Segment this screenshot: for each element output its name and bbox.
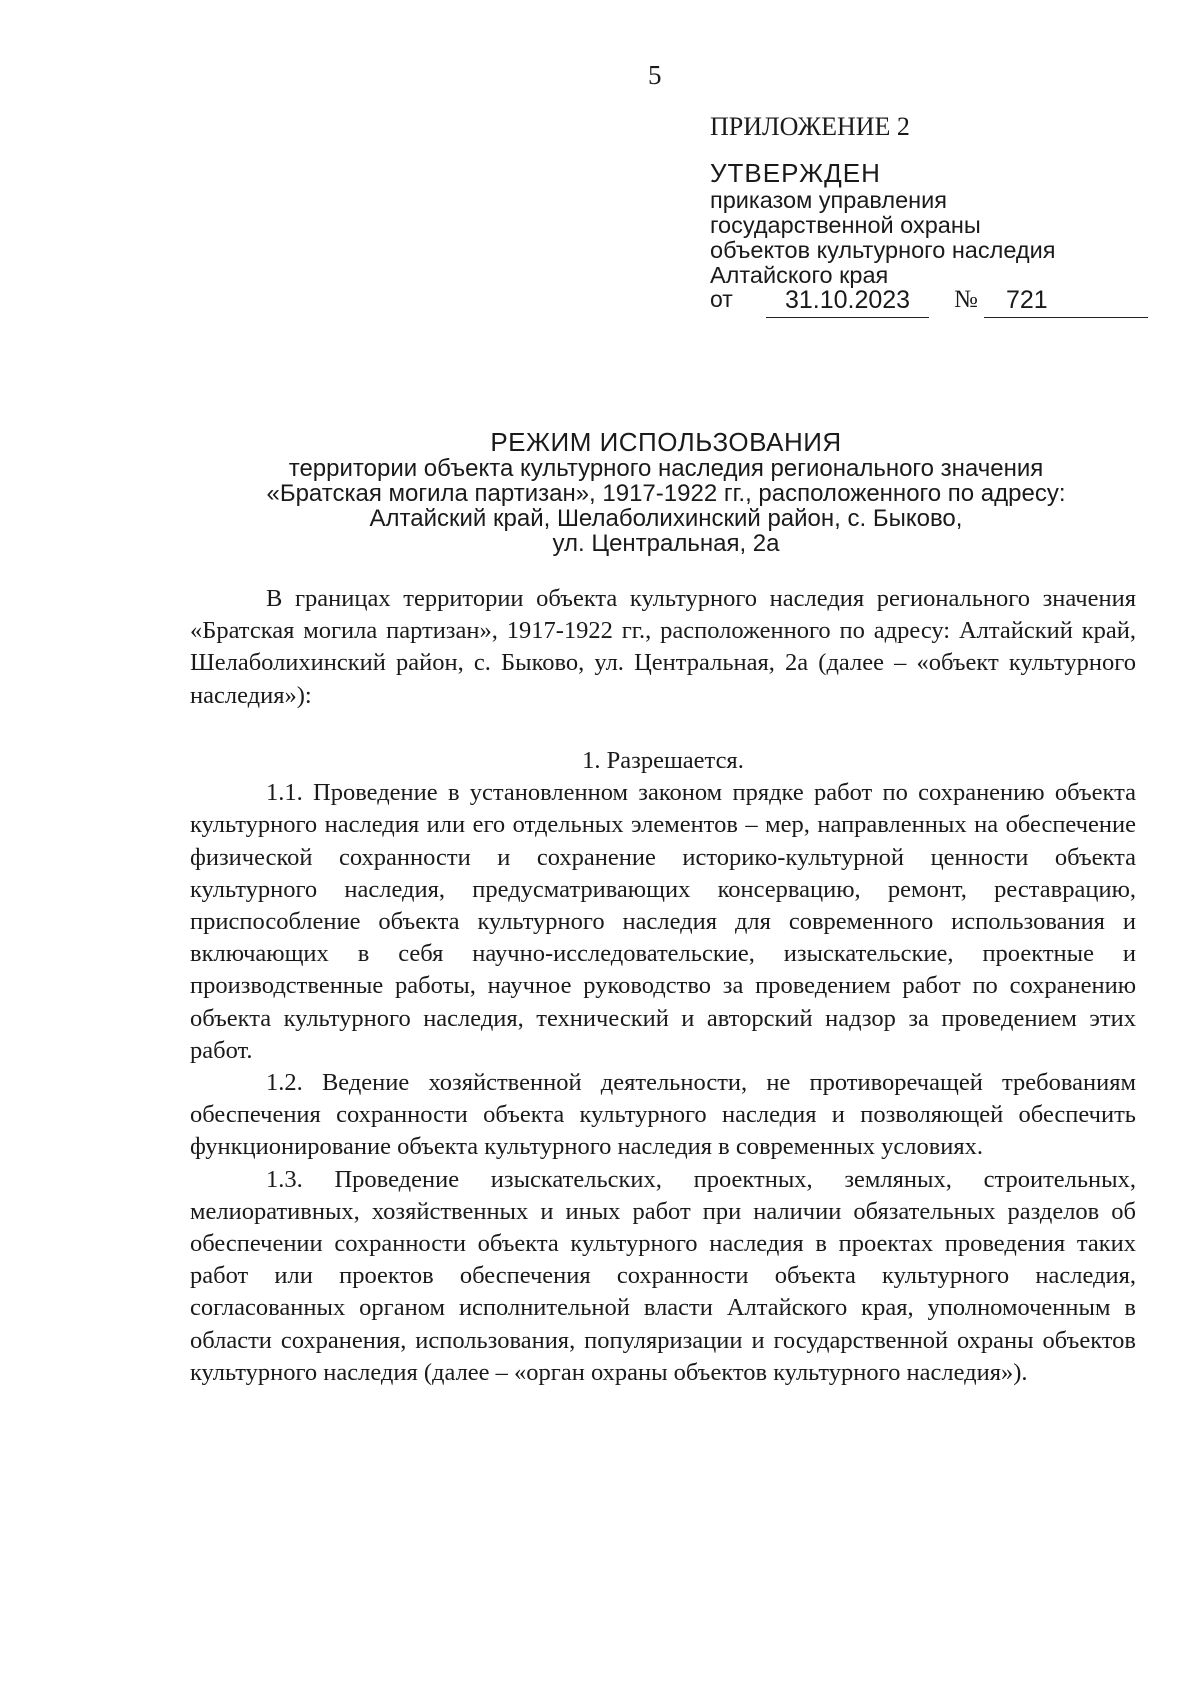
approval-block (710, 158, 1150, 288)
intro-paragraph: В границах территории объекта культурного наследия регионального значения «Братская могила партизан», 1917-1922 гг., расположенного по адресу: Алтайский край, Шелаболихинский район, с. Быково, ул. Центральная, 2а (далее – «объект культурного наследия»): (190, 585, 1136, 709)
approved-by-line: приказом управления (710, 187, 947, 213)
subtitle-line: ул. Центральная, 2а (552, 530, 780, 557)
approved-by-line: Алтайского края (710, 262, 889, 288)
subtitle-line: территории объекта культурного наследия регионального значения (288, 455, 1044, 482)
order-number: 721 (984, 286, 1148, 318)
subtitle-line: Алтайский край, Шелаболихинский район, с. Быково, (369, 505, 963, 532)
approved-by-line: объектов культурного наследия (710, 237, 1056, 263)
clause-1-1: 1.1. Проведение в установленном законом прядке работ по сохранению объекта культурного наследия или его отдельных элементов – мер, направленных на обеспечение физической сохранности и сохранение историко-культурной ценности объекта культурного наследия, предусматривающих консервацию, ремонт, реставрацию, приспособление объекта культурного наследия для современного использования и включающих в себя научно-исследовательские, изыскательские, проектные и производственные работы, научное руководство за проведением работ по сохранению объекта культурного наследия, технический и авторский надзор за проведением этих работ. (190, 779, 1136, 1064)
page-number: 5 (648, 60, 662, 90)
section-heading: 1. Разрешается. (582, 747, 744, 774)
order-number-label: № (954, 286, 978, 313)
document-title: РЕЖИМ ИСПОЛЬЗОВАНИЯ (490, 427, 842, 457)
appendix-label: ПРИЛОЖЕНИЕ 2 (710, 112, 910, 141)
order-reference (710, 286, 1150, 322)
order-date: 31.10.2023 (766, 286, 929, 318)
approved-by-line: государственной охраны (710, 212, 981, 238)
order-from-label: от (710, 286, 733, 312)
subtitle-line: «Братская могила партизан», 1917-1922 гг., расположенного по адресу: (266, 480, 1066, 507)
section-1 (190, 745, 1136, 1389)
intro-block (190, 583, 1136, 712)
clause-1-2: 1.2. Ведение хозяйственной деятельности, не противоречащей требованиям обеспечения сохранности объекта культурного наследия и позволяющей обеспечить функционирование объекта культурного наследия в современных условиях. (190, 1069, 1136, 1161)
document-subtitle (0, 456, 1200, 556)
clause-1-3: 1.3. Проведение изыскательских, проектных, земляных, строительных, мелиоративных, хозяйственных и иных работ при наличии обязательных разделов об обеспечении сохранности объекта культурного наследия в проектах проведения таких работ или проектов обеспечения сохранности объекта культурного наследия, согласованных органом исполнительной власти Алтайского края, уполномоченным в области сохранения, использования, популяризации и государственной охраны объектов культурного наследия (далее – «орган охраны объектов культурного наследия»). (190, 1165, 1136, 1386)
approved-label: УТВЕРЖДЕН (710, 158, 881, 188)
